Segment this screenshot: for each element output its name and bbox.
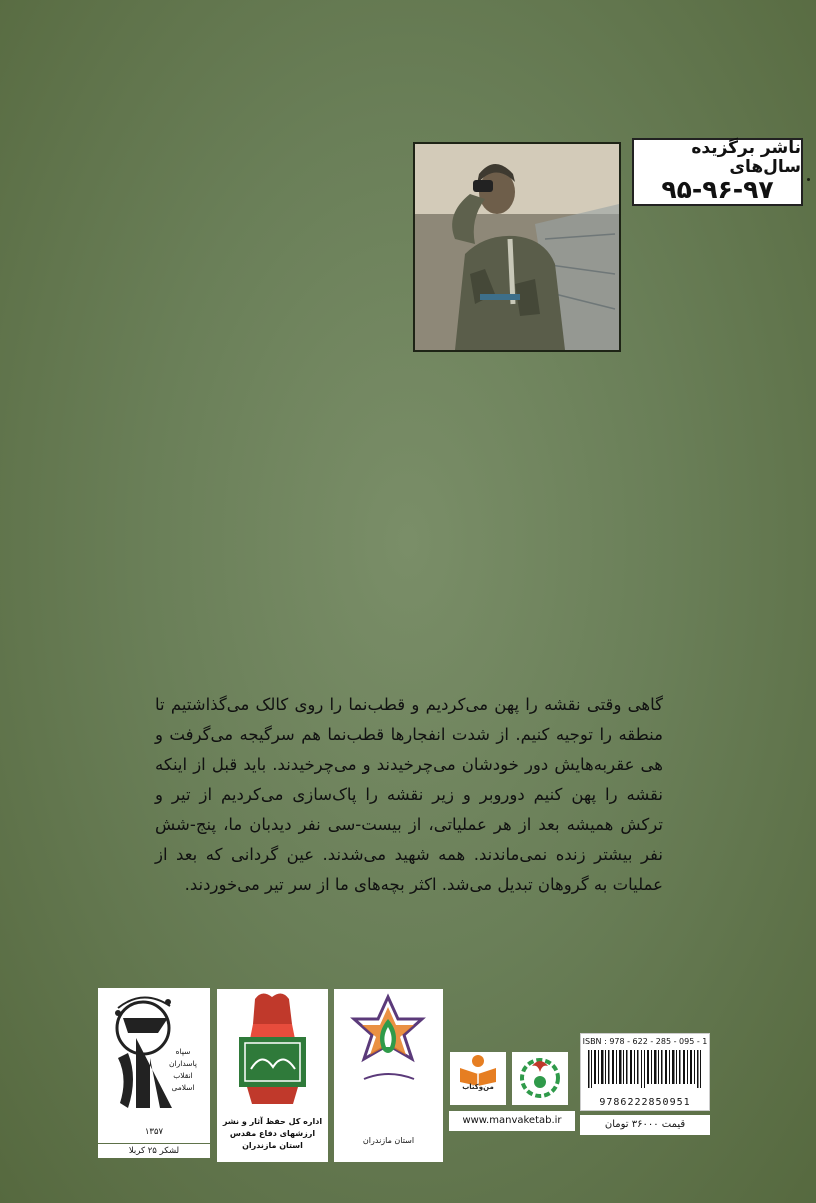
isbn-barcode <box>580 1033 710 1111</box>
manva-label: من‌وکتاب <box>462 1083 494 1091</box>
award-badge <box>632 138 803 206</box>
publisher-logo <box>512 1052 568 1105</box>
publisher-emblem-icon <box>512 1052 568 1105</box>
congress-caption: استان مازندران <box>362 1136 415 1145</box>
badge-title: ناشر برگزیده سال‌های <box>691 137 801 177</box>
irgc-year: ۱۳۵۷ <box>144 1127 164 1137</box>
sacred-defense-heritage-logo <box>217 989 328 1162</box>
irgc-caption: لشکر ۲۵ کربلا <box>98 1144 210 1158</box>
raised-fist-emblem-icon <box>217 989 328 1119</box>
badge-years: ۹۵-۹۶-۹۷ <box>661 175 774 205</box>
heritage-caption: اداره کل حفظ آثار و نشر ارزشهای دفاع مقدس استان مازندران <box>222 1117 323 1150</box>
book-icon <box>450 1052 506 1086</box>
price-label: قیمت ۳۶۰۰۰ تومان <box>580 1115 710 1135</box>
barcode-icon <box>586 1050 706 1088</box>
martyrs-congress-logo <box>334 989 443 1162</box>
manvaketab-logo <box>450 1052 506 1105</box>
website-url: www.manvaketab.ir <box>449 1111 575 1131</box>
irgc-side-text: سپاه پاسداران انقلاب اسلامی <box>169 1047 197 1092</box>
irgc-logo <box>98 988 210 1143</box>
barcode-digits: 9786222850951 <box>599 1097 691 1108</box>
cover-photo <box>413 142 621 352</box>
soldier-photo-illustration <box>415 144 619 350</box>
decorative-dot <box>807 178 810 181</box>
tulip-star-emblem-icon <box>334 989 443 1109</box>
isbn-text: ISBN : 978 - 622 - 285 - 095 - 1 <box>582 1037 708 1046</box>
back-cover-quote: گاهی وقتی نقشه را پهن می‌کردیم و قطب‌نما را روی کالک می‌گذاشتیم تا منطقه را توجیه کنیم. از شدت انفجارها قطب‌نما هم سرگیجه می‌گرفت و هی عقربه‌هایش دور خودشان می‌چرخیدند و می‌چرخیدند. باید قبل از اینکه نقشه را پهن کنیم دوروبر و زیر نقشه را پاک‌سازی می‌کردیم از تیر و ترکش همیشه بعد از هر عملیاتی، از بیست-سی نفر دیدبان ما، پنج-شش نفر بیشتر زنده نمی‌ماندند. همه شهید می‌شدند. عین گردانی که بعد از عملیات به گروهان تبدیل می‌شد. اکثر بچه‌های ما از سر تیر می‌خوردند. <box>155 695 663 894</box>
